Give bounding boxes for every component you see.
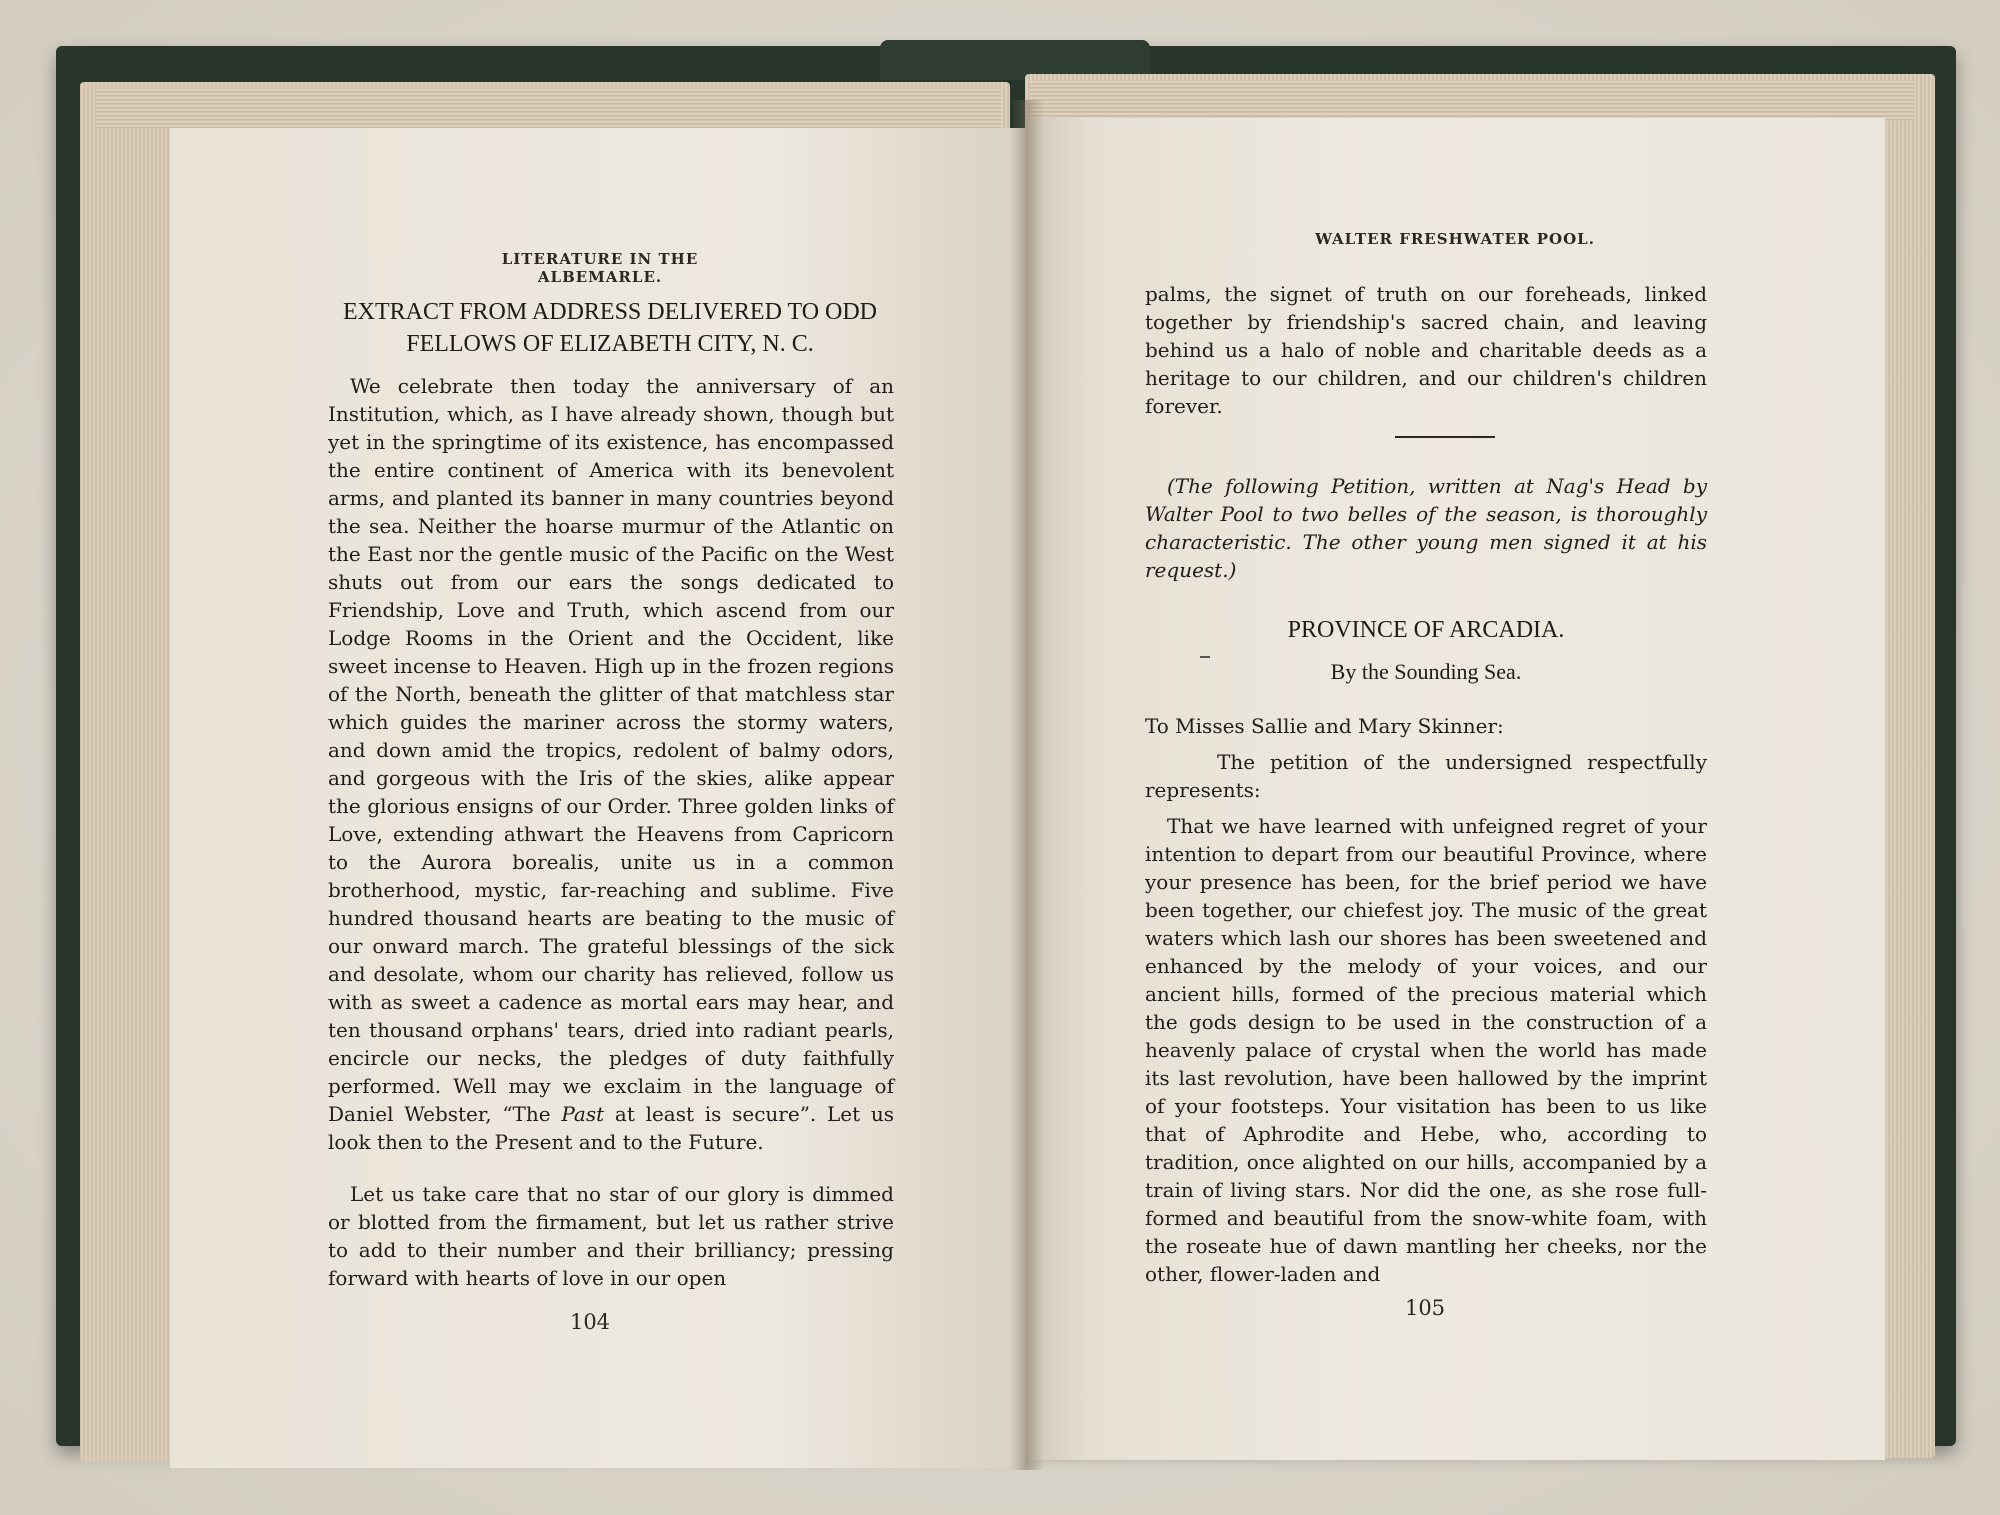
petition-title: PROVINCE OF ARCADIA. xyxy=(1287,617,1565,643)
left-paragraph-1 xyxy=(328,372,894,1156)
left-paragraph-1-text: We celebrate then today the anniversary of an Institution, which, as I have already shown, though but yet in the springtime of its existence, has encompassed the entire continent of America with its benevolent arms, and planted its banner in many countries beyond the sea. Neither the hoarse murmur of the Atlantic on the East nor the gentle music of the Pacific on the West shuts out from our ears the songs dedicated to Friendship, Love and Truth, which ascend from our Lodge Rooms in the Orient and the Occident, like sweet incense to Heaven. High up in the frozen regions of the North, beneath the glitter of that matchless star which guides the mariner across the stormy waters, and down amid the tropics, redolent of balmy odors, and gorgeous with the Iris of the skies, alike appear the glorious ensigns of our Order. Three golden links of Love, extending athwart the Heavens from Capricorn to the Aurora borealis, unite us in a common brotherhood, mystic, far-reaching and sublime. Five hundred thousand hearts are beating to the music of our onward march. The grateful blessings of the sick and desolate, whom our charity has relieved, follow us with as sweet a cadence as mortal ears may hear, and ten thousand orphans' tears, dried into radiant pearls, encircle our necks, the pledges of duty faithfully performed. Well may we exclaim in the language of Daniel Webster, “The xyxy=(328,374,894,1126)
left-top-edges xyxy=(96,88,1001,128)
left-heading-line-1: EXTRACT FROM ADDRESS DELIVERED TO ODD xyxy=(342,299,878,325)
left-page-number: 104 xyxy=(569,1310,611,1334)
right-running-head: WALTER FRESHWATER POOL. xyxy=(1315,230,1595,248)
petition-salutation: To Misses Sallie and Mary Skinner: xyxy=(1145,714,1504,738)
left-running-head: LITERATURE IN THE ALBEMARLE. xyxy=(501,250,699,286)
petition-intro: The petition of the undersigned respectfully represents: xyxy=(1145,750,1707,802)
left-paragraph-2: Let us take care that no star of our glory is dimmed or blotted from the firmament, but let us rather strive to add to their number and their brilliancy; pressing forward with hearts of love in our open xyxy=(328,1182,894,1290)
right-continued-paragraph: palms, the signet of truth on our foreheads, linked together by friendship's sacred chain, and leaving behind us a halo of noble and charitable deeds as a heritage to our children, and our children's children forever. xyxy=(1145,282,1707,418)
left-paragraph-1-end: at least is secure”. Let us look then to the Present and to the Future. xyxy=(328,1102,895,1154)
petition-subtitle: By the Sounding Sea. xyxy=(1330,659,1522,684)
section-divider xyxy=(1395,436,1495,438)
left-heading-line-2: FELLOWS OF ELIZABETH CITY, N. C. xyxy=(406,331,814,357)
left-paragraph-1-italic: Past xyxy=(561,1102,605,1126)
right-top-edges xyxy=(1030,80,1915,120)
right-page xyxy=(1025,118,1885,1460)
petition-body: That we have learned with unfeigned regret of your intention to depart from our beautiful Province, where your presence has been, for the brief period we have been together, our chiefest joy. The music of the great waters which lash our shores has been sweetened and enhanced by the melody of your voices, and our ancient hills, formed of the precious material which the gods design to be used in the construction of a heavenly palace of crystal when the world has made its last revolution, have been hallowed by the imprint of your footsteps. Your visitation has been to us like that of Aphrodite and Hebe, who, according to tradition, once alighted on our hills, accompanied by a train of living stars. Nor did the one, as she rose full-formed and beautiful from the snow-white foam, with the roseate hue of dawn mantling her cheeks, nor the other, flower-laden and xyxy=(1145,814,1707,1286)
petition-note: (The following Petition, written at Nag's Head by Walter Pool to two belles of the season, is thoroughly characteristic. The other young men signed it at his request.) xyxy=(1145,474,1707,582)
book-gutter xyxy=(1010,100,1044,1470)
left-page xyxy=(170,128,1025,1468)
right-page-number: 105 xyxy=(1404,1296,1446,1320)
